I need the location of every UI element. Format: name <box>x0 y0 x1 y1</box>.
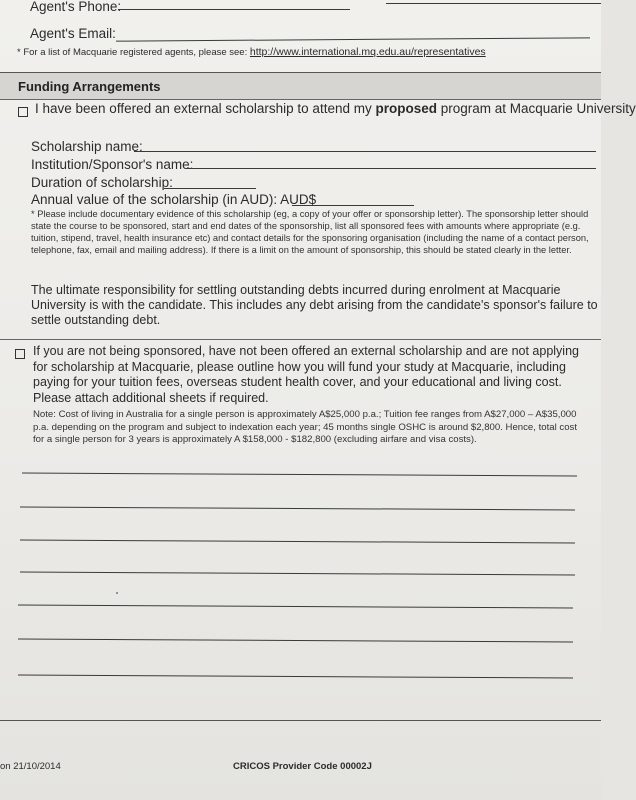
section-divider <box>0 339 601 340</box>
agent-phone-label: Agent's Phone: <box>30 0 122 14</box>
annual-value-label: Annual value of the scholarship (in AUD): AUD$ <box>31 192 317 207</box>
footer-date: on 21/10/2014 <box>0 761 61 772</box>
registered-agents-link[interactable]: http://www.international.mq.edu.au/representatives <box>249 46 486 58</box>
agent-email-label: Agent's Email: <box>30 26 116 41</box>
scholarship-name-field[interactable] <box>134 151 596 152</box>
self-funded-option-text: If you are not being sponsored, have not been offered an external scholarship and are not applying for scholarship at Macquarie, please outline how you will fund your study at Macquarie, including paying for your tuition fees, overseas student health cover, and your educational and living cost. Please attach additional sheets if required. <box>33 344 579 405</box>
duration-field[interactable] <box>164 188 256 189</box>
stray-mark <box>116 592 118 594</box>
scholarship-option-text: I have been offered an external scholarship to attend my proposed program at Macquarie University <box>35 101 636 116</box>
duration-label: Duration of scholarship: <box>31 175 173 190</box>
agent-email-field[interactable] <box>116 37 590 41</box>
annual-value-field[interactable] <box>292 205 414 206</box>
scholarship-checkbox[interactable] <box>18 107 28 117</box>
write-in-line-1[interactable] <box>22 473 577 477</box>
funding-heading: Funding Arrangements <box>18 79 161 94</box>
evidence-note: * Please include documentary evidence of this scholarship (eg, a copy of your offer or sponsorship letter). The sponsorship letter should state the course to be sponsored, start and end dates of the sponsorship, list all sponsored fees with amounts where appropriate (e.g. tuition, stipend, travel, health insurance etc) and contact details for the sponsoring organisation (including the name of a contact person, telephone, fax, email and mailing address). If there is a limit on the amount of sponsorship, this should be stated clearly in the letter. <box>31 209 589 255</box>
write-in-line-5[interactable] <box>18 605 573 609</box>
agent-fax-field[interactable] <box>386 3 601 4</box>
write-in-line-3[interactable] <box>20 540 575 544</box>
footer-divider <box>0 720 601 721</box>
responsibility-statement: The ultimate responsibility for settling outstanding debts incurred during enrolment at Macquarie University is with the candidate. This includes any debt arising from the candidate's sponsor's failure to settle outstanding debt. <box>31 283 598 327</box>
agent-phone-field[interactable] <box>118 9 350 10</box>
institution-field[interactable] <box>186 168 596 169</box>
self-funded-checkbox[interactable] <box>15 349 25 359</box>
registered-agents-note <box>17 46 486 58</box>
write-in-line-7[interactable] <box>18 675 573 679</box>
write-in-line-6[interactable] <box>18 639 573 643</box>
scholarship-proposed-word: proposed <box>375 101 437 116</box>
cricos-code: CRICOS Provider Code 00002J <box>233 761 372 772</box>
write-in-line-2[interactable] <box>20 507 575 511</box>
registered-agents-prefix: * For a list of Macquarie registered agents, please see: <box>17 47 248 58</box>
institution-label: Institution/Sponsor's name: <box>31 157 194 172</box>
write-in-line-4[interactable] <box>20 572 575 576</box>
cost-of-living-note: Note: Cost of living in Australia for a single person is approximately A$25,000 p.a.; Tuition fee ranges from A$27,000 – A$35,000 p.a. depending on the program and subject to indexation each year; 45 months single OSHC is around $2,800. Hence, total cost for a single person for 3 years is approximately A $158,000 - $182,800 (excluding airfare and visa costs). <box>33 409 577 445</box>
scholarship-name-label: Scholarship name: <box>31 139 143 154</box>
